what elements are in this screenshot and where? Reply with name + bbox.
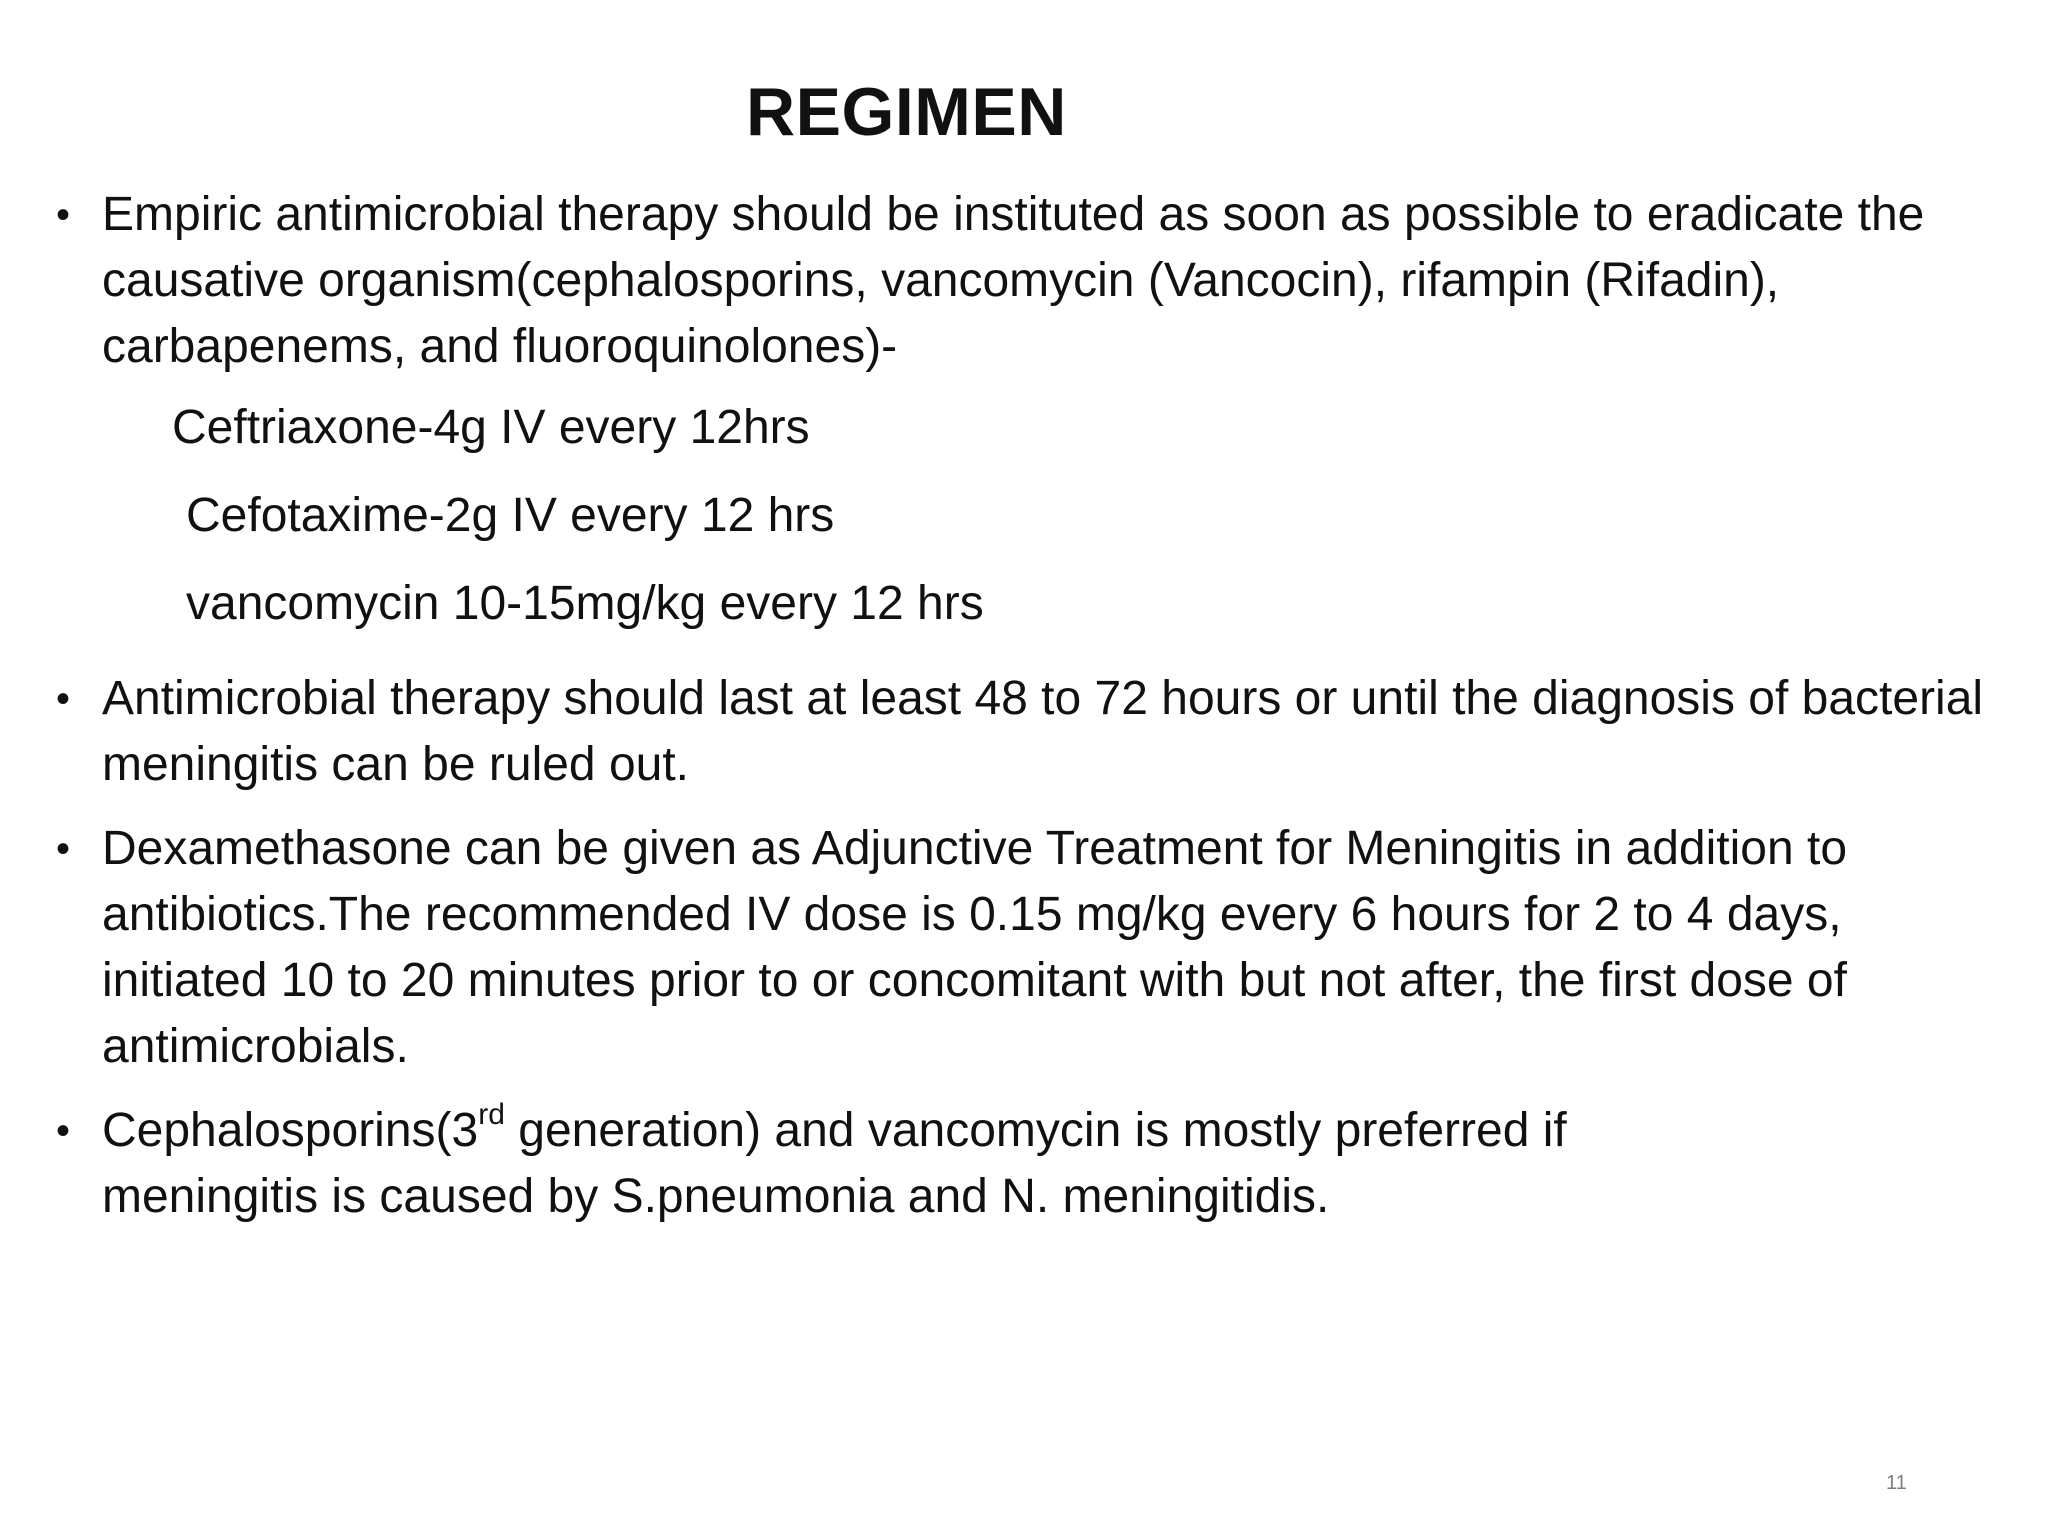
bullet-text-prefix: Cephalosporins(3 [102,1104,479,1157]
bullet-text: Empiric antimicrobial therapy should be instituted as soon as possible to eradicate the causative organism(cephalosporins, vancomycin (Vancocin), rifampin (Rifadin), carbapenems, and fluoroquinolones)- [102,188,1925,373]
dosage-vancomycin: vancomycin 10-15mg/kg every 12 hrs [186,577,984,630]
slide-body [50,182,2008,1230]
dosage-cefotaxime: Cefotaxime-2g IV every 12 hrs [186,489,835,542]
bullet-text: Antimicrobial therapy should last at least 48 to 72 hours or until the diagnosis of bacterial meningitis can be ruled out. [102,672,1984,791]
slide-title: REGIMEN [746,74,1067,150]
bullet-dexamethasone [50,816,2008,1080]
bullet-therapy-duration [50,666,2008,798]
bullet-text-line2: meningitis is caused by S.pneumonia and N. meningitidis. [102,1170,1330,1223]
bullet-text-rest: generation) and vancomycin is mostly preferred if [504,1104,1567,1157]
spacer [50,648,2008,666]
bullet-dot: • [56,193,71,237]
bullet-cephalosporins [50,1098,2008,1230]
bullet-text: Dexamethasone can be given as Adjunctive Treatment for Meningitis in addition to antibiotics.The recommended IV dose is 0.15 mg/kg every 6 hours for 2 to 4 days, initiated 10 to 20 minutes prior to or concomitant with but not after, the first dose of antimicrobials. [102,822,1848,1073]
spacer [50,1080,2008,1098]
bullet-dot: • [56,1109,71,1153]
superscript-rd: rd [478,1098,505,1131]
dosage-ceftriaxone: Ceftriaxone-4g IV every 12hrs [172,401,810,454]
bullet-empiric-therapy [50,182,2008,380]
page-number: 11 [1886,1472,1907,1494]
bullet-dot: • [56,827,71,871]
bullet-dot: • [56,677,71,721]
spacer [50,798,2008,816]
